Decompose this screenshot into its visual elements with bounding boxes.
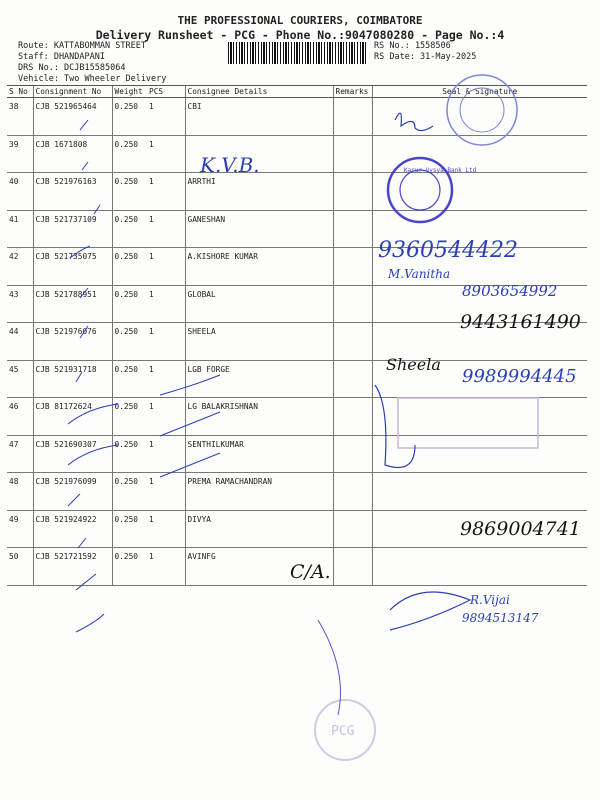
row-consignment-no: CJB 521924922 xyxy=(33,510,112,548)
row-consignee: GANESHAN xyxy=(185,210,333,248)
row-remarks xyxy=(333,248,372,286)
table-header-row xyxy=(7,86,587,98)
table-row xyxy=(7,173,587,211)
row-consignee: A.KISHORE KUMAR xyxy=(185,248,333,286)
barcode-image xyxy=(228,42,366,64)
row-pcs: 1 xyxy=(147,473,185,511)
col-header-remarks: Remarks xyxy=(333,86,372,98)
row-weight: 0.250 xyxy=(112,323,147,361)
bank-seal-text: Karur Vysya Bank Ltd xyxy=(404,167,477,174)
row-consignment-no: CJB 521721592 xyxy=(33,548,112,586)
row-sno: 46 xyxy=(7,398,33,436)
table-row xyxy=(7,98,587,136)
handwritten-rvijai: R.Vijai xyxy=(470,593,510,607)
table-row xyxy=(7,435,587,473)
handwritten-phone-1: 9360544422 xyxy=(378,238,518,263)
table-row xyxy=(7,135,587,173)
row-sno: 48 xyxy=(7,473,33,511)
col-header-pcs: PCS xyxy=(147,86,185,98)
row-sno: 39 xyxy=(7,135,33,173)
row-pcs: 1 xyxy=(147,435,185,473)
row-weight: 0.250 xyxy=(112,210,147,248)
row-consignment-no: CJB 521735075 xyxy=(33,248,112,286)
row-consignee: SENTHILKUMAR xyxy=(185,435,333,473)
row-sno: 42 xyxy=(7,248,33,286)
row-consignment-no: CJB 521690307 xyxy=(33,435,112,473)
row-consignee: PREMA RAMACHANDRAN xyxy=(185,473,333,511)
row-remarks xyxy=(333,285,372,323)
row-pcs: 1 xyxy=(147,135,185,173)
row-sno: 38 xyxy=(7,98,33,136)
row-pcs: 1 xyxy=(147,548,185,586)
row-remarks xyxy=(333,548,372,586)
handwritten-cia: C/A. xyxy=(290,561,331,583)
row-pcs: 1 xyxy=(147,285,185,323)
row-weight: 0.250 xyxy=(112,473,147,511)
col-header-consignee: Consignee Details xyxy=(185,86,333,98)
staff-text: Staff: DHANDAPANI xyxy=(18,52,105,62)
handwritten-phone-4: 9989994445 xyxy=(462,366,577,387)
col-header-signature: Seal & Signature xyxy=(372,86,587,98)
row-weight: 0.250 xyxy=(112,398,147,436)
row-sno: 43 xyxy=(7,285,33,323)
handwritten-name-1: M.Vanitha xyxy=(388,267,451,281)
row-remarks xyxy=(333,210,372,248)
company-title: THE PROFESSIONAL COURIERS, COIMBATORE xyxy=(177,14,423,27)
row-remarks xyxy=(333,473,372,511)
row-signature xyxy=(372,548,587,586)
row-consignment-no: CJB 521976076 xyxy=(33,323,112,361)
row-consignment-no: CJB 1671808 xyxy=(33,135,112,173)
table-row xyxy=(7,323,587,361)
row-consignee: LG BALAKRISHNAN xyxy=(185,398,333,436)
row-weight: 0.250 xyxy=(112,360,147,398)
row-consignment-no: CJB 521788951 xyxy=(33,285,112,323)
row-sno: 45 xyxy=(7,360,33,398)
row-consignment-no: CJB 521965464 xyxy=(33,98,112,136)
handwritten-phone-6: 9894513147 xyxy=(462,611,539,625)
row-pcs: 1 xyxy=(147,398,185,436)
row-consignment-no: CJB 521976163 xyxy=(33,173,112,211)
table-row xyxy=(7,285,587,323)
handwritten-phone-5: 9869004741 xyxy=(460,518,581,540)
pcg-stamp-text: PCG xyxy=(331,724,355,739)
row-weight: 0.250 xyxy=(112,510,147,548)
stamp-stroke xyxy=(318,620,341,715)
row-pcs: 1 xyxy=(147,248,185,286)
row-signature xyxy=(372,510,587,548)
row-weight: 0.250 xyxy=(112,435,147,473)
runsheet-subtitle: Delivery Runsheet - PCG - Phone No.:9047080280 - Page No.:4 xyxy=(95,28,505,42)
row-consignee: GLOBAL xyxy=(185,285,333,323)
row-consignee: AVINFG xyxy=(185,548,333,586)
table-row xyxy=(7,398,587,436)
row-signature xyxy=(372,360,587,398)
row-remarks xyxy=(333,435,372,473)
table-row xyxy=(7,473,587,511)
table-row xyxy=(7,248,587,286)
row-remarks xyxy=(333,360,372,398)
row-consignment-no: CJB 81172624 xyxy=(33,398,112,436)
row-pcs: 1 xyxy=(147,173,185,211)
row-remarks xyxy=(333,510,372,548)
row-signature xyxy=(372,135,587,173)
row-weight: 0.250 xyxy=(112,548,147,586)
table-row xyxy=(7,510,587,548)
row-signature xyxy=(372,323,587,361)
row-signature xyxy=(372,98,587,136)
handwritten-phone-3: 9443161490 xyxy=(460,311,581,333)
row-remarks xyxy=(333,323,372,361)
row-signature xyxy=(372,248,587,286)
row-sno: 44 xyxy=(7,323,33,361)
row-weight: 0.250 xyxy=(112,135,147,173)
row-signature xyxy=(372,398,587,436)
row-pcs: 1 xyxy=(147,210,185,248)
pcg-stamp xyxy=(315,700,375,760)
row-consignee: ARRTHI xyxy=(185,173,333,211)
drs-number: DRS No.: DCJB15585064 xyxy=(18,63,126,73)
row-weight: 0.250 xyxy=(112,98,147,136)
row-consignment-no: CJB 521931718 xyxy=(33,360,112,398)
row-pcs: 1 xyxy=(147,323,185,361)
row-sno: 47 xyxy=(7,435,33,473)
route-text: Route: KATTABOMMAN STREET xyxy=(18,41,146,51)
vehicle-text: Vehicle: Two Wheeler Delivery xyxy=(18,74,167,84)
row-weight: 0.250 xyxy=(112,173,147,211)
row-pcs: 1 xyxy=(147,360,185,398)
table-row xyxy=(7,548,587,586)
row-sno: 41 xyxy=(7,210,33,248)
signature-50 xyxy=(390,592,470,630)
row-remarks xyxy=(333,398,372,436)
row-consignee xyxy=(185,135,333,173)
row-weight: 0.250 xyxy=(112,248,147,286)
row-signature xyxy=(372,435,587,473)
handwritten-phone-2: 8903654992 xyxy=(462,282,558,300)
row-consignment-no: CJB 521976099 xyxy=(33,473,112,511)
row-pcs: 1 xyxy=(147,510,185,548)
col-header-weight: Weight xyxy=(112,86,147,98)
col-header-sno: S No xyxy=(7,86,33,98)
col-header-consignment: Consignment No xyxy=(33,86,112,98)
row-sno: 40 xyxy=(7,173,33,211)
table-row xyxy=(7,210,587,248)
row-signature xyxy=(372,173,587,211)
runsheet-table xyxy=(7,85,587,586)
row-signature xyxy=(372,473,587,511)
row-consignment-no: CJB 521737109 xyxy=(33,210,112,248)
row-consignee: SHEELA xyxy=(185,323,333,361)
rs-date: RS Date: 31-May-2025 xyxy=(374,52,477,62)
row-remarks xyxy=(333,98,372,136)
row-remarks xyxy=(333,173,372,211)
row-sno: 49 xyxy=(7,510,33,548)
row-weight: 0.250 xyxy=(112,285,147,323)
row-pcs: 1 xyxy=(147,98,185,136)
row-remarks xyxy=(333,135,372,173)
row-consignee: LGB FORGE xyxy=(185,360,333,398)
row-signature xyxy=(372,285,587,323)
rs-number: RS No.: 1558506 xyxy=(374,41,451,51)
table-row xyxy=(7,360,587,398)
row-sno: 50 xyxy=(7,548,33,586)
row-consignee: DIVYA xyxy=(185,510,333,548)
row-consignee: CBI xyxy=(185,98,333,136)
row-signature xyxy=(372,210,587,248)
handwritten-kvb: K.V.B. xyxy=(200,153,260,177)
handwritten-sheela: Sheela xyxy=(386,355,441,374)
